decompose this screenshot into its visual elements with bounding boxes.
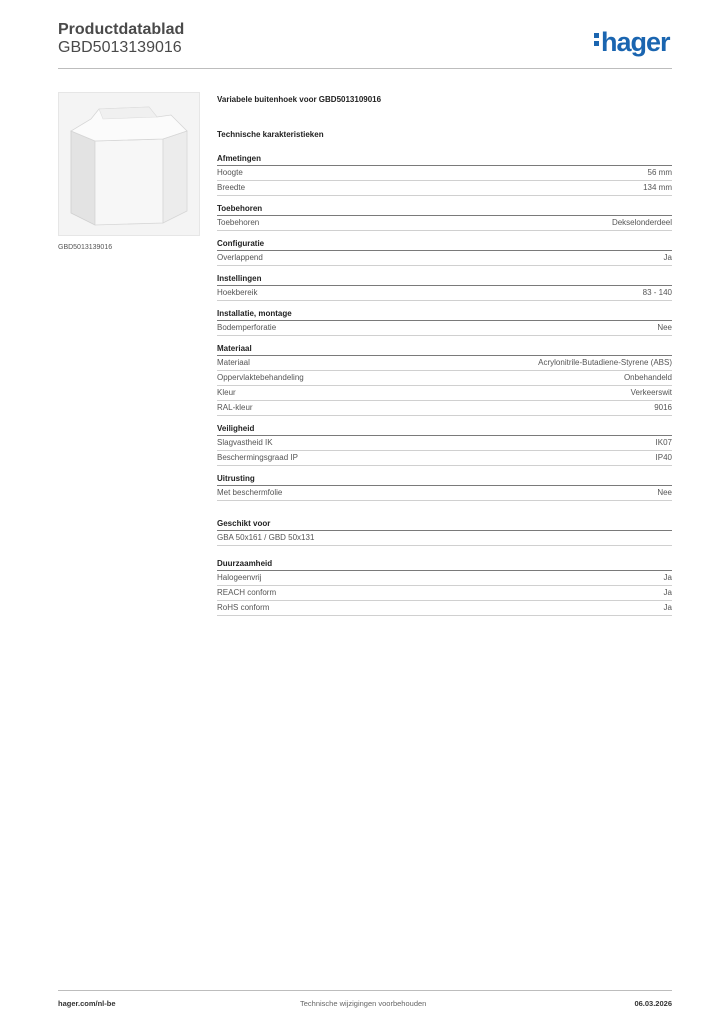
spec-row <box>217 401 672 416</box>
section-durability <box>217 558 672 616</box>
spec-label: RoHS conform <box>217 603 270 612</box>
section-title: Configuratie <box>217 238 672 251</box>
spec-row <box>217 386 672 401</box>
spec-value: Nee <box>657 323 672 332</box>
spec-row <box>217 181 672 196</box>
spec-label: Hoogte <box>217 168 243 177</box>
spec-section <box>217 238 672 266</box>
spec-row <box>217 586 672 601</box>
hager-logo <box>594 27 670 58</box>
spec-label: Met beschermfolie <box>217 488 283 497</box>
product-photo-outer-corner-icon <box>59 93 199 235</box>
section-title: Geschikt voor <box>217 518 672 531</box>
product-heading: Variabele buitenhoek voor GBD5013109016 <box>217 95 382 104</box>
spec-value: Ja <box>663 588 672 597</box>
spec-row <box>217 601 672 616</box>
spec-row <box>217 571 672 586</box>
document-title: Productdatablad <box>58 21 185 38</box>
spec-value: 56 mm <box>647 168 672 177</box>
section-title: Uitrusting <box>217 473 672 486</box>
spec-row <box>217 286 672 301</box>
section-title: Installatie, montage <box>217 308 672 321</box>
spec-row <box>217 531 672 546</box>
spec-value: Ja <box>663 573 672 582</box>
spec-section <box>217 153 672 196</box>
spec-value: Nee <box>657 488 672 497</box>
spec-label: Slagvastheid IK <box>217 438 273 447</box>
product-code: GBD5013139016 <box>58 39 182 56</box>
spec-label: Breedte <box>217 183 246 192</box>
spec-label: Oppervlaktebehandeling <box>217 373 304 382</box>
spec-sections <box>217 153 672 501</box>
spec-value: Dekselonderdeel <box>611 218 672 227</box>
spec-section <box>217 343 672 416</box>
footer-date: 06.03.2026 <box>634 999 672 1008</box>
spec-section <box>217 473 672 501</box>
spec-value: Onbehandeld <box>623 373 672 382</box>
spec-label: RAL-kleur <box>217 403 253 412</box>
product-image <box>58 92 200 236</box>
spec-value: 134 mm <box>643 183 672 192</box>
section-title: Duurzaamheid <box>217 558 672 571</box>
spec-label: Toebehoren <box>217 218 260 227</box>
spec-content <box>217 95 672 623</box>
spec-value: IP40 <box>655 453 672 462</box>
image-caption: GBD5013139016 <box>58 244 113 251</box>
spec-row <box>217 436 672 451</box>
spec-label: REACH conform <box>217 588 277 597</box>
section-title: Toebehoren <box>217 203 672 216</box>
spec-row <box>217 216 672 231</box>
spec-row <box>217 371 672 386</box>
spec-row <box>217 356 672 371</box>
section-title: Afmetingen <box>217 153 672 166</box>
spec-value: Ja <box>663 253 672 262</box>
spec-label: Beschermingsgraad IP <box>217 453 298 462</box>
spec-section <box>217 423 672 466</box>
spec-section <box>217 273 672 301</box>
spec-label: Bodemperforatie <box>217 323 277 332</box>
logo-colon-icon <box>594 30 600 49</box>
spec-row <box>217 166 672 181</box>
spec-value: Ja <box>663 603 672 612</box>
spec-label: Hoekbereik <box>217 288 258 297</box>
spec-label: GBA 50x161 / GBD 50x131 <box>217 533 315 542</box>
spec-row <box>217 251 672 266</box>
logo-text: hager <box>601 27 670 57</box>
footer-website-link[interactable]: hager.com/nl-be <box>58 999 116 1008</box>
spec-section <box>217 308 672 336</box>
spec-label: Halogeenvrij <box>217 573 262 582</box>
spec-label: Kleur <box>217 388 236 397</box>
section-suitable <box>217 518 672 546</box>
spec-row <box>217 486 672 501</box>
footer-disclaimer: Technische wijzigingen voorbehouden <box>300 999 427 1008</box>
spec-value: IK07 <box>655 438 672 447</box>
spec-value: 83 - 140 <box>642 288 672 297</box>
spec-label: Overlappend <box>217 253 263 262</box>
spec-value: Acrylonitrile-Butadiene-Styrene (ABS) <box>538 358 672 367</box>
spec-section <box>217 203 672 231</box>
section-title: Instellingen <box>217 273 672 286</box>
spec-value: Verkeerswit <box>630 388 672 397</box>
technical-heading: Technische karakteristieken <box>217 130 324 139</box>
spec-row <box>217 321 672 336</box>
footer-divider <box>58 990 672 991</box>
section-title: Veiligheid <box>217 423 672 436</box>
spec-label: Materiaal <box>217 358 250 367</box>
section-title: Materiaal <box>217 343 672 356</box>
spec-row <box>217 451 672 466</box>
header-divider <box>58 68 672 69</box>
spec-value: 9016 <box>654 403 672 412</box>
